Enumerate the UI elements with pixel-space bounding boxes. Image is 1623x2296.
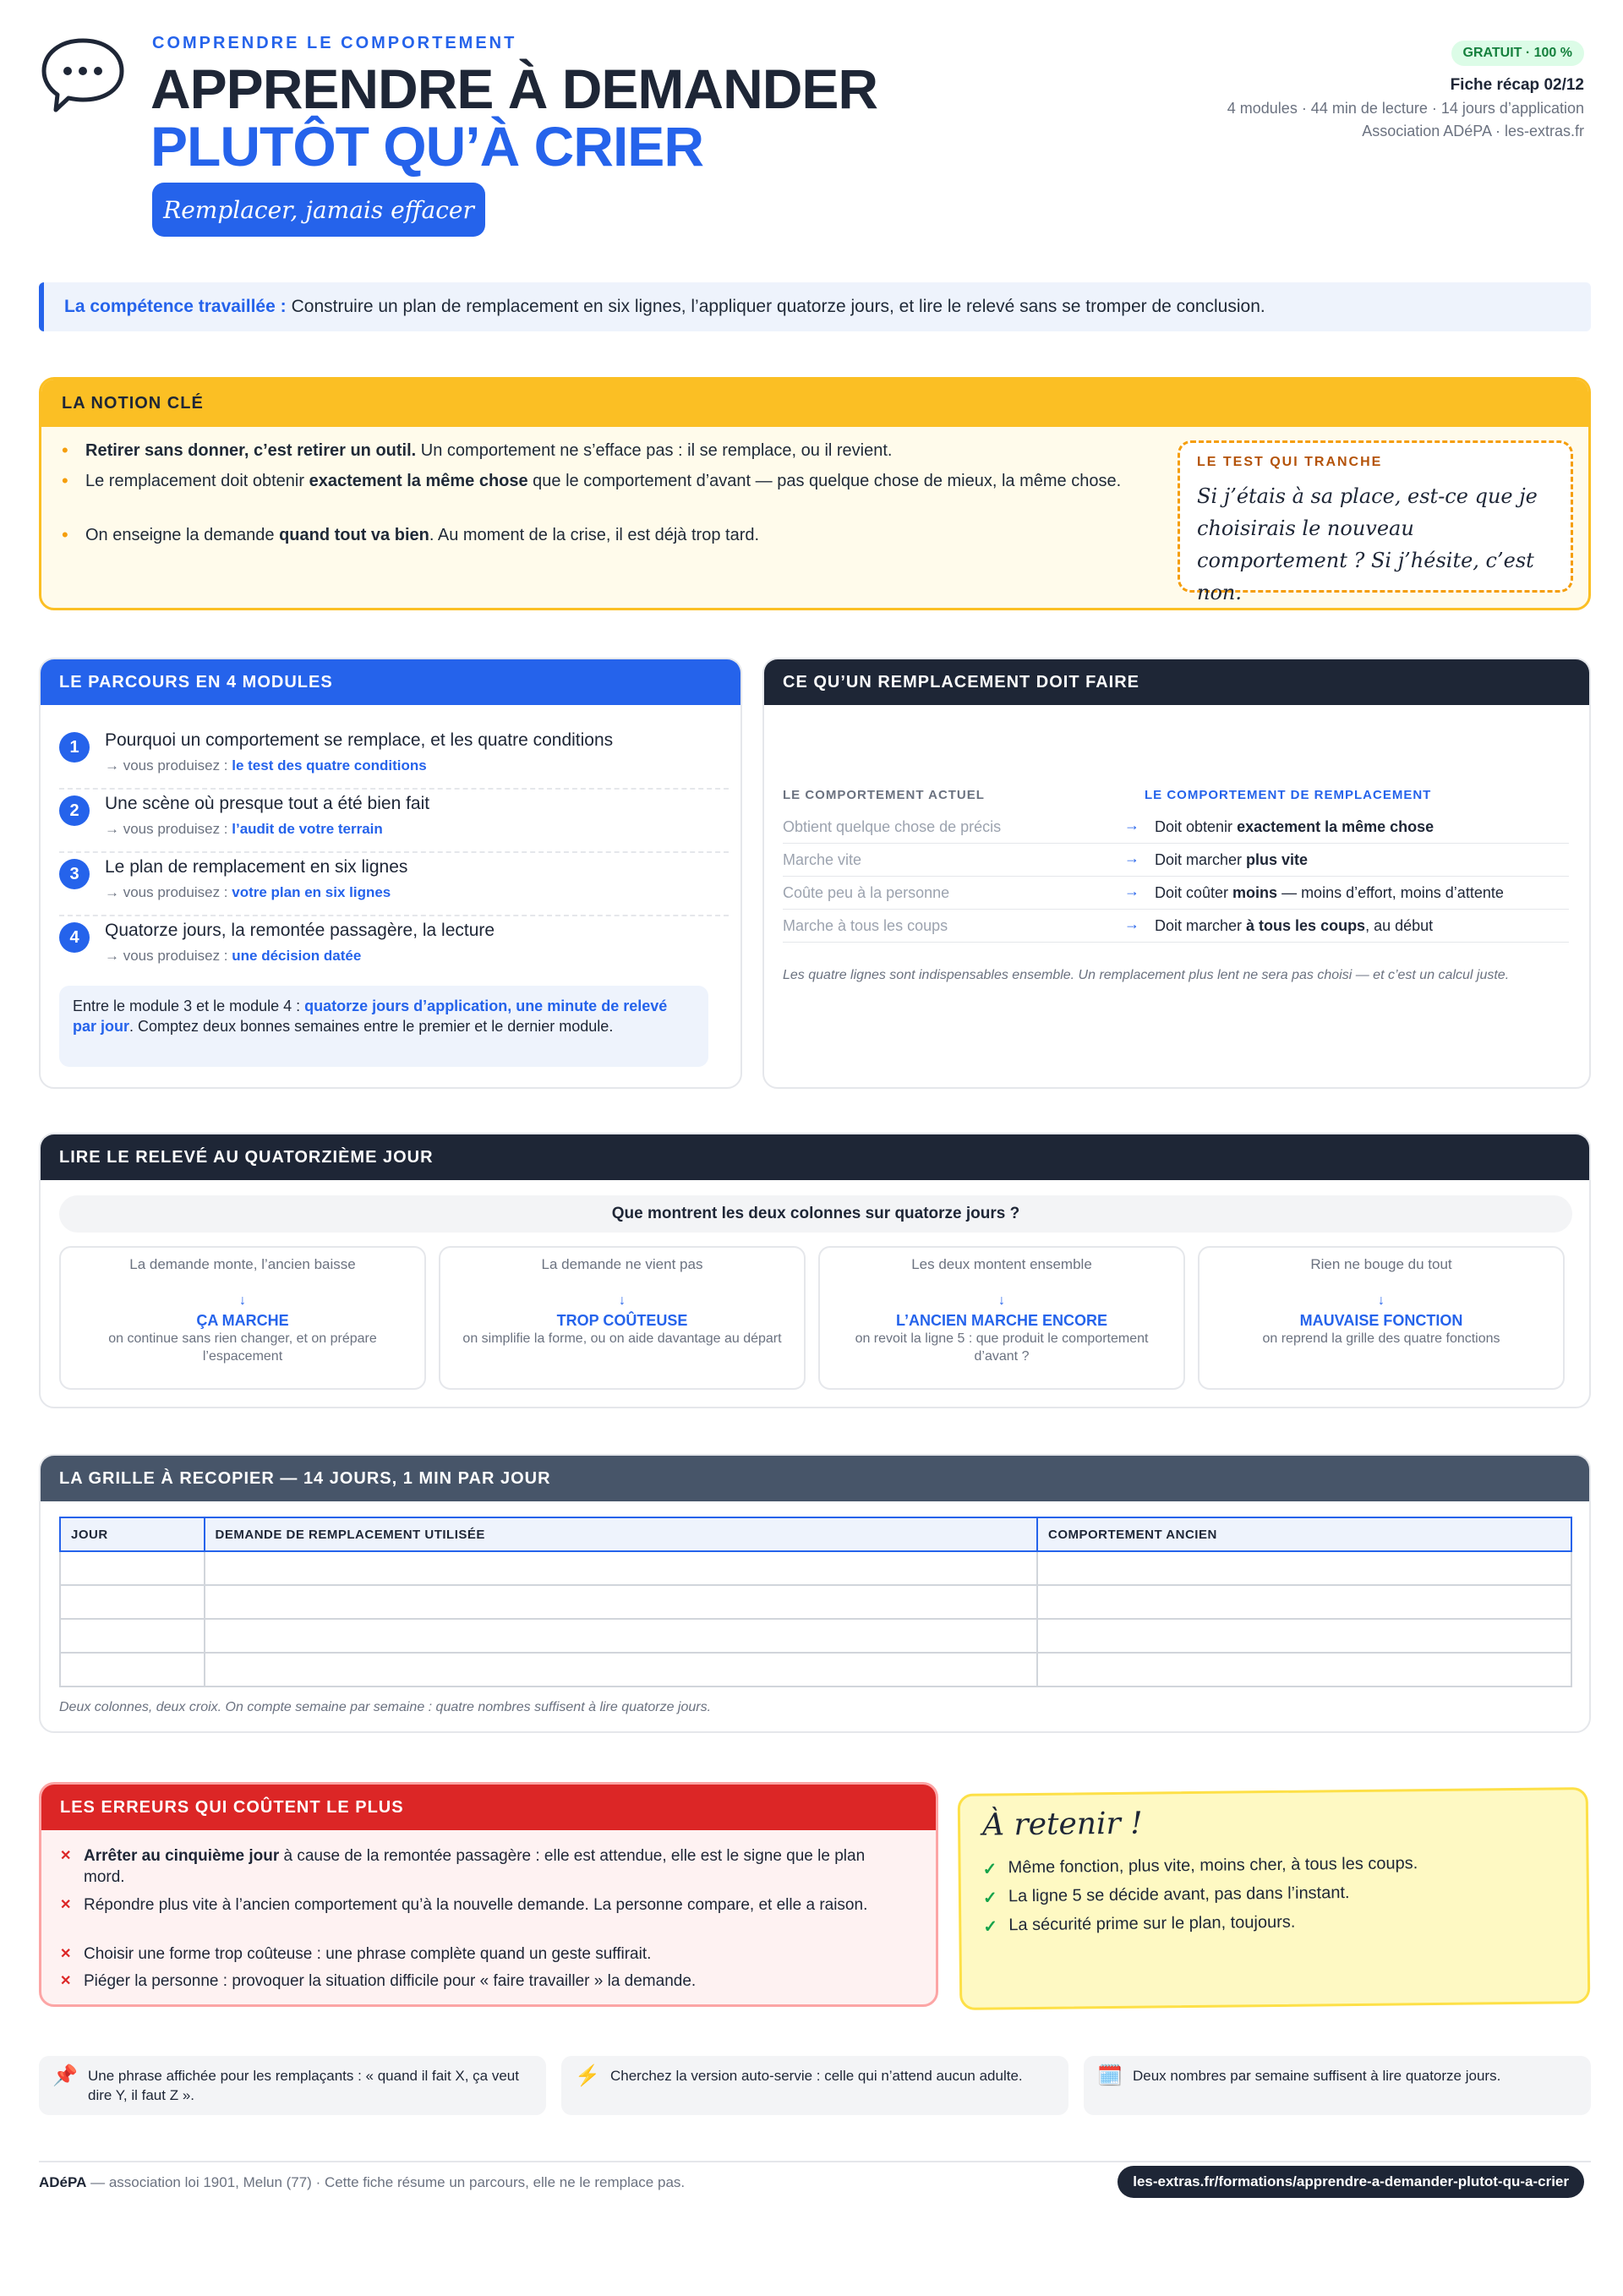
module-title: Pourquoi un comportement se remplace, et les quatre conditions — [105, 730, 614, 750]
arrow-down-icon: ↓ — [1378, 1293, 1385, 1308]
course-url-link[interactable]: les-extras.fr/formations/apprendre-a-demander-plutot-qu-a-crier — [1118, 2166, 1584, 2198]
card-title: CE QU’UN REMPLACEMENT DOIT FAIRE — [764, 659, 1589, 705]
module-output: → vous produisez : une décision datée — [105, 948, 362, 964]
pin-icon: 📌 — [52, 2064, 78, 2087]
module-output: → vous produisez : le test des quatre conditions — [105, 757, 427, 774]
competence-bar — [39, 282, 1591, 331]
test-title: LE TEST QUI TRANCHE — [1197, 455, 1383, 469]
module-number: 3 — [59, 859, 90, 889]
tip-card: 📌 Une phrase affichée pour les remplaçants : « quand il fait X, ça veut dire Y, il faut Z ». — [39, 2056, 546, 2115]
card-title: LIRE LE RELEVÉ AU QUATORZIÈME JOUR — [41, 1134, 1589, 1180]
list-item: ✓ La ligne 5 se décide avant, pas dans l’instant. — [983, 1883, 1350, 1907]
table-row: Coûte peu à la personne → Doit coûter moins — moins d’effort, moins d’attente — [783, 877, 1569, 910]
divider — [39, 2161, 1591, 2162]
fiche-number: Fiche récap 02/12 — [1450, 76, 1584, 94]
notion-cle-section — [39, 377, 1591, 610]
arrow-down-icon: ↓ — [619, 1293, 626, 1308]
list-item: ✓ Même fonction, plus vite, moins cher, à tous les coups. — [982, 1854, 1418, 1878]
grid-header: JOUR — [60, 1517, 205, 1551]
list-item: • On enseigne la demande quand tout va bien. Au moment de la crise, il est déjà trop tard. — [62, 523, 1144, 547]
erreurs-card — [39, 1782, 938, 2007]
card-title: LE PARCOURS EN 4 MODULES — [41, 659, 740, 705]
footnote: Deux colonnes, deux croix. On compte semaine par semaine : quatre nombres suffisent à lire quatorze jours. — [59, 1700, 712, 1714]
module-output: → vous produisez : l’audit de votre terrain — [105, 821, 383, 837]
module-output: → vous produisez : votre plan en six lignes — [105, 884, 391, 900]
column-header: LE COMPORTEMENT DE REMPLACEMENT — [1145, 788, 1432, 802]
arrow-icon: → — [1124, 916, 1139, 932]
grid-header: DEMANDE DE REMPLACEMENT UTILISÉE — [205, 1517, 1037, 1551]
test-text: Si j’étais à sa place, est-ce que je choisirais le nouveau comportement ? Si j’hésite, c’est non. — [1197, 484, 1538, 604]
arrow-icon: → — [1124, 817, 1139, 834]
kicker: COMPRENDRE LE COMPORTEMENT — [152, 34, 517, 52]
arrow-icon: → — [1124, 883, 1139, 899]
footer-text: ADéPA — association loi 1901, Melun (77) · Cette fiche résume un parcours, elle ne le remplace pas. — [39, 2174, 686, 2190]
remplacement-card — [762, 658, 1591, 1089]
list-item: ✕ Répondre plus vite à l’ancien comportement qu’à la nouvelle demande. La personne compare, et elle a raison. — [60, 1894, 888, 1916]
grille-card — [39, 1454, 1591, 1733]
outcome-box: La demande monte, l’ancien baisse ↓ ÇA MARCHE on continue sans rien changer, et on prépare l’espacement — [59, 1246, 426, 1390]
tip-card: ⚡ Cherchez la version auto-servie : celle qui n’attend aucun adulte. — [561, 2056, 1068, 2115]
organization-meta: Association ADéPA · les-extras.fr — [1362, 123, 1584, 139]
tagline: Remplacer, jamais effacer — [152, 183, 485, 237]
decisive-test-box — [1178, 440, 1573, 604]
list-item: ✕ Arrêter au cinquième jour à cause de la remontée passagère : elle est attendue, elle est le signe que le plan mord. — [60, 1845, 888, 1888]
retenir-note — [958, 1787, 1591, 2010]
page-title: APPRENDRE À DEMANDER — [150, 57, 878, 120]
outcome-box: La demande ne vient pas ↓ TROP COÛTEUSE on simplifie la forme, ou on aide davantage au départ — [439, 1246, 806, 1390]
table-row — [60, 1585, 1571, 1619]
module-item — [59, 790, 729, 853]
list-item: ✕ Piéger la personne : provoquer la situation difficile pour « faire travailler » la demande. — [60, 1971, 888, 1992]
table-row: Marche à tous les coups → Doit marcher à tous les coups, au début — [783, 910, 1569, 943]
list-item: ✓ La sécurité prime sur le plan, toujours. — [983, 1913, 1295, 1936]
grid-header: COMPORTEMENT ANCIEN — [1037, 1517, 1571, 1551]
competence-text: Construire un plan de remplacement en six lignes, l’appliquer quatorze jours, et lire le relevé sans se tromper de conclusion. — [291, 297, 1265, 316]
table-row: Marche vite → Doit marcher plus vite — [783, 845, 1569, 877]
tracking-grid — [59, 1517, 1572, 1687]
lightning-icon: ⚡ — [575, 2064, 600, 2087]
list-item: • Le remplacement doit obtenir exactement la même chose que le comportement d’avant — pas quelque chose de mieux, la même chose. — [62, 469, 1144, 493]
card-title: LES ERREURS QUI COÛTENT LE PLUS — [41, 1785, 936, 1830]
arrow-down-icon: ↓ — [239, 1293, 246, 1308]
module-item — [59, 727, 729, 790]
outcome-box: Rien ne bouge du tout ↓ MAUVAISE FONCTION on reprend la grille des quatre fonctions — [1198, 1246, 1565, 1390]
retenir-title: À retenir ! — [981, 1806, 1143, 1843]
list-item: ✕ Choisir une forme trop coûteuse : une phrase complète quand un geste suffirait. — [60, 1943, 888, 1965]
calendar-icon: 🗓️ — [1097, 2064, 1123, 2087]
outcome-box: Les deux montent ensemble ↓ L’ANCIEN MARCHE ENCORE on revoit la ligne 5 : que produit le comportement d’avant ? — [818, 1246, 1185, 1390]
module-item — [59, 917, 729, 980]
free-badge: GRATUIT · 100 % — [1451, 41, 1585, 66]
releve-card — [39, 1133, 1591, 1408]
arrow-icon: → — [1124, 850, 1139, 866]
module-number: 1 — [59, 732, 90, 763]
table-row — [60, 1619, 1571, 1653]
tip-card: 🗓️ Deux nombres par semaine suffisent à lire quatorze jours. — [1084, 2056, 1591, 2115]
card-title: LA GRILLE À RECOPIER — 14 JOURS, 1 MIN PAR JOUR — [41, 1456, 1589, 1501]
module-title: Le plan de remplacement en six lignes — [105, 857, 408, 877]
arrow-down-icon: ↓ — [998, 1293, 1005, 1308]
module-item — [59, 854, 729, 916]
competence-label: La compétence travaillée : — [64, 297, 287, 316]
module-title: Une scène où presque tout a été bien fait — [105, 794, 430, 813]
question: Que montrent les deux colonnes sur quatorze jours ? — [59, 1195, 1572, 1233]
table-row — [60, 1551, 1571, 1585]
section-title: LA NOTION CLÉ — [41, 380, 1588, 427]
speech-bubble-icon — [39, 34, 127, 115]
footnote: Les quatre lignes sont indispensables ensemble. Un remplacement plus lent ne sera pas choisi — et c’est un calcul juste. — [783, 968, 1510, 982]
table-row: Obtient quelque chose de précis → Doit obtenir exactement la même chose — [783, 812, 1569, 844]
schedule-note: Entre le module 3 et le module 4 : quatorze jours d’application, une minute de relevé par jour. Comptez deux bonnes semaines entre le premier et le dernier module. — [59, 986, 708, 1067]
module-number: 4 — [59, 922, 90, 953]
course-meta: 4 modules · 44 min de lecture · 14 jours d’application — [1227, 100, 1584, 117]
column-header: LE COMPORTEMENT ACTUEL — [783, 788, 985, 802]
module-title: Quatorze jours, la remontée passagère, la lecture — [105, 921, 495, 940]
parcours-card — [39, 658, 742, 1089]
list-item: • Retirer sans donner, c’est retirer un outil. Un comportement ne s’efface pas : il se remplace, ou il revient. — [62, 439, 1144, 462]
module-number: 2 — [59, 795, 90, 826]
table-row — [60, 1653, 1571, 1686]
page-title-line2: PLUTÔT QU’À CRIER — [150, 115, 703, 178]
